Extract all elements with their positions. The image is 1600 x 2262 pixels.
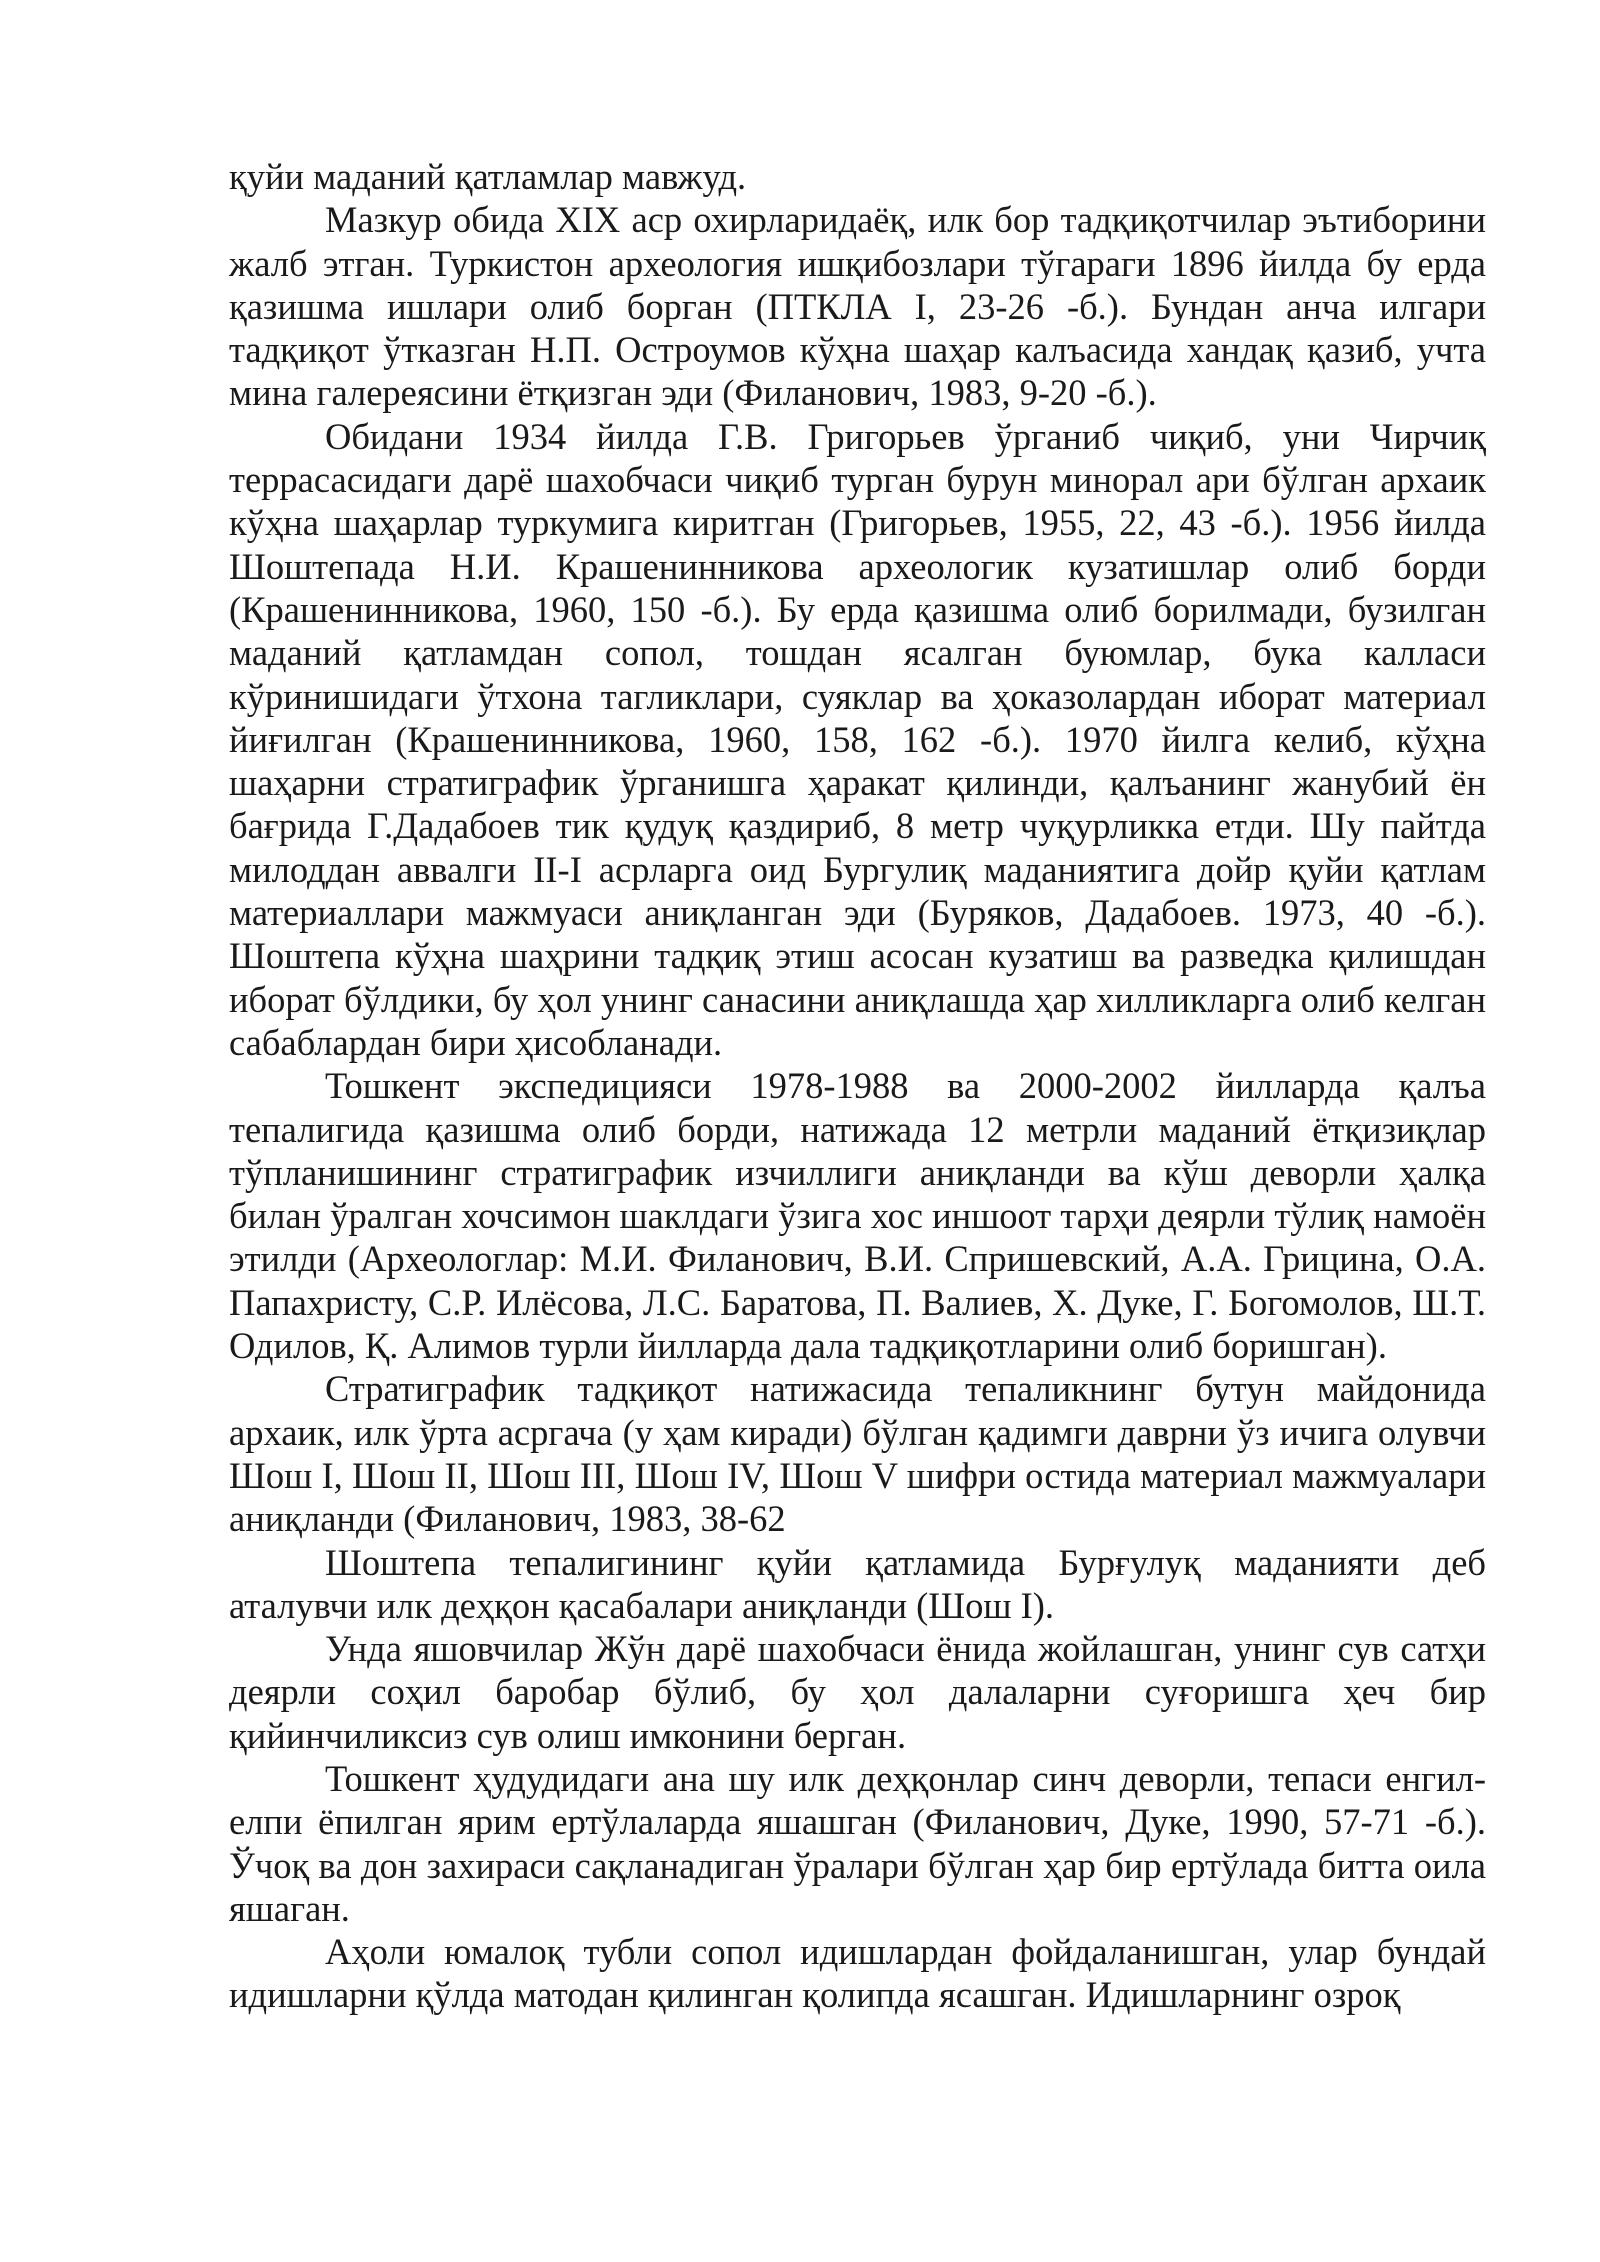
paragraph: Тошкент экспедицияси 1978-1988 ва 2000-2002 йилларда қалъа тепалигида қазишма олиб борди, натижада 12 метрли маданий ётқизиқлар тўпланишининг стратиграфик изчиллиги аниқланди ва кўш деворли ҳалқа билан ўралган хочсимон шаклдаги ўзига хос иншоот тарҳи деярли тўлиқ намоён этилди (Археологлар: М.И. Филанович, В.И. Спришевский, А.А. Грицина, О.А. Папахристу, С.Р. Илёсова, Л.С. Баратова, П. Валиев, Х. Дуке, Г. Богомолов, Ш.Т. Одилов, Қ. Алимов турли йилларда дала тадқиқотларини олиб боришган). bbox=[229, 1065, 1486, 1367]
paragraph: Тошкент ҳудудидаги ана шу илк деҳқонлар синч деворли, тепаси енгил-елпи ёпилган ярим ертўлаларда яшашган (Филанович, Дуке, 1990, 57-71 -б.). Ўчоқ ва дон захираси сақланадиган ўралари бўлган ҳар бир ертўлада битта оила яшаган. bbox=[229, 1757, 1486, 1929]
paragraph: Мазкур обида XIX аср охирларидаёқ, илк бор тадқиқотчилар эътиборини жалб этган. Туркистон археология ишқибозлари тўгараги 1896 йилда бу ерда қазишма ишлари олиб борган (ПТКЛА I, 23-26 -б.). Бундан анча илгари тадқиқот ўтказган Н.П. Остроумов кўҳна шаҳар калъасида хандақ қазиб, учта мина галереясини ётқизган эди (Филанович, 1983, 9-20 -б.). bbox=[229, 199, 1486, 414]
paragraph: Унда яшовчилар Жўн дарё шахобчаси ёнида жойлашган, унинг сув сатҳи деярли соҳил баробар бўлиб, бу ҳол далаларни суғоришга ҳеч бир қийинчиликсиз сув олиш имконини берган. bbox=[229, 1628, 1486, 1756]
paragraph: Шоштепа тепалигининг қуйи қатламида Бурғулуқ маданияти деб аталувчи илк деҳқон қасабалари аниқланди (Шош I). bbox=[229, 1541, 1486, 1626]
paragraph: Стратиграфик тадқиқот натижасида тепаликнинг бутун майдонида архаик, илк ўрта асргача (у ҳам киради) бўлган қадимги даврни ўз ичига олувчи Шош I, Шош II, Шош III, Шош IV, Шош V шифри остида материал мажмуалари аниқланди (Филанович, 1983, 38-62 bbox=[229, 1368, 1486, 1540]
paragraph: Обидани 1934 йилда Г.В. Григорьев ўрганиб чиқиб, уни Чирчиқ террасасидаги дарё шахобчаси чиқиб турган бурун минорал ари бўлган архаик кўҳна шаҳарлар туркумига киритган (Григорьев, 1955, 22, 43 -б.). 1956 йилда Шоштепада Н.И. Крашенинникова археологик кузатишлар олиб борди (Крашенинникова, 1960, 150 -б.). Бу ерда қазишма олиб борилмади, бузилган маданий қатламдан сопол, тошдан ясалган буюмлар, бука калласи кўринишидаги ўтхона тагликлари, суяклар ва ҳоказолардан иборат материал йиғилган (Крашенинникова, 1960, 158, 162 -б.). 1970 йилга келиб, кўҳна шаҳарни стратиграфик ўрганишга ҳаракат қилинди, қалъанинг жанубий ён бағрида Г.Дадабоев тик қудуқ қаздириб, 8 метр чуқурликка етди. Шу пайтда милоддан аввалги II-I асрларга оид Бургулиқ маданиятига дойр қуйи қатлам материаллари мажмуаси аниқланган эди (Буряков, Дадабоев. 1973, 40 -б.). Шоштепа кўҳна шаҳрини тадқиқ этиш асосан кузатиш ва разведка қилишдан иборат бўлдики, бу ҳол унинг санасини аниқлашда ҳар хилликларга олиб келган сабаблардан бири ҳисобланади. bbox=[229, 415, 1486, 1063]
document-text bbox=[229, 155, 1486, 2017]
paragraph: Аҳоли юмалоқ тубли сопол идишлардан фойдаланишган, улар бундай идишларни қўлда матодан қилинган қолипда ясашган. Идишларнинг озроқ bbox=[229, 1931, 1486, 2016]
paragraph-continuation: қуйи маданий қатламлар мавжуд. bbox=[229, 156, 747, 197]
